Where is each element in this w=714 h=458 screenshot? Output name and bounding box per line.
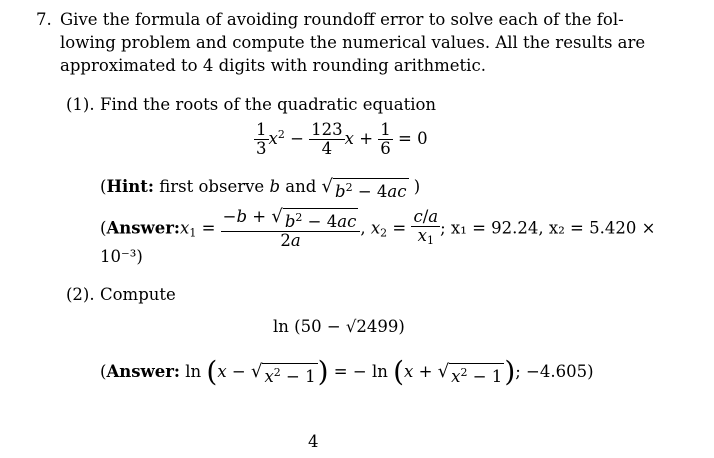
part2-label: (2). [66,285,95,304]
part2-expression: ln (50 − √2499) [273,317,405,336]
problem-line-3: approximated to 4 digits with rounding arithmetic. [60,56,486,75]
part1-label: (1). [66,95,95,114]
problem-number: 7. [36,10,52,29]
problem-line-1: Give the formula of avoiding roundoff error to solve each of the fol- [60,10,624,29]
fraction-b: $\frac{123}{4}$ [311,120,343,158]
sqrt-discriminant: √ $b^2 - 4ac$ [321,176,407,201]
fraction-c: $\frac{1}{6}$ [380,120,391,158]
part1-text: Find the roots of the quadratic equation [100,95,437,114]
hint-label: Hint: [106,177,155,196]
fraction-a: $\frac{1}{3}$ [256,120,267,158]
page-number: 4 [308,432,319,451]
answer-part2: (Answer: ln (x − √ $x^2 - 1$ ) = − ln (x + √ $x^2 - 1$ ); −4.605) [100,355,594,388]
part2-text: Compute [100,285,176,304]
answer-part1: ($Answer:x_1$ = −b + √ $b^2 - 4ac$ 2a , $x_2$ = $\frac{c/a}{x_1}$ ; x₁ = 92.24, x₂ = 5.420 × [100,206,656,250]
root-formula-x2: $\frac{c/a}{x_1}$ [413,207,439,247]
problem-line-2: lowing problem and compute the numerical values. All the results are [60,33,646,52]
root-formula-x1: −b + √ $b^2 - 4ac$ 2a [221,208,361,250]
quadratic-equation: $\frac{1}{3}$ $x^2$ − $\frac{123}{4}$ x + $\frac{1}{6}$ = 0 [256,120,428,158]
answer-part1-exponent: 10⁻³) [100,247,143,266]
hint-line: (Hint: first observe b and √ $b^2 - 4ac$ ) [100,176,421,201]
